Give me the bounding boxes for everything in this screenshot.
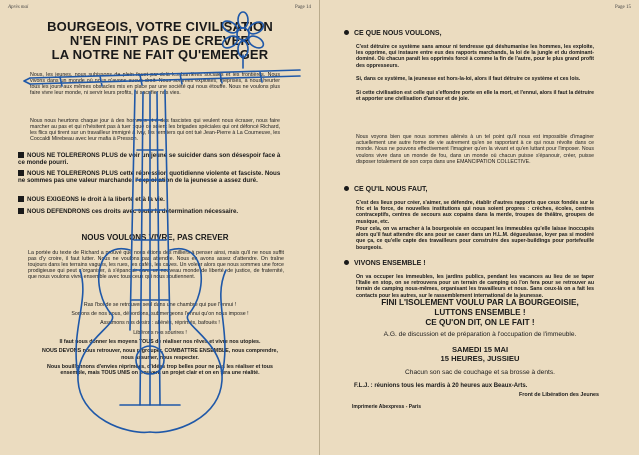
slogan: Nous bouillonnons d'envies réprimées, d'idées trop belles pour ne pas les réaliser et tous ensemble, mais TOUS UNIS on trouvera un projet clair et on en fera une réalité. [47,363,273,377]
slogan: Sortons de nos trous, débordons, submergeons l'ennui qu'on nous impose ! [71,311,249,318]
running-head: Après mai [8,5,29,10]
assembly-line: A.G. de discussion et de préparation à l'occupation de l'immeuble. [383,331,577,338]
section-heading: CE QUE NOUS VOULONS, [344,30,442,37]
section-subheading: NOUS VOULONS VIVRE, PAS CREVER [81,233,229,242]
bullet-icon [344,260,349,265]
slogan: NOUS DEVONS nous retrouver, nous regrouper, COMBATTRE ENSEMBLE, nous comprendre, nous assumer, nous respecter. [42,347,278,361]
page-title [40,20,280,62]
demand-item: NOUS DEFENDRONS ces droits avec toute la détermination nécessaire. [18,208,286,215]
section-heading: VIVONS ENSEMBLE ! [344,260,426,267]
demand-item: NOUS EXIGEONS le droit à la liberté et à la vie. [18,196,286,203]
right-page [320,0,639,455]
square-bullet-icon [18,152,24,158]
section-paragraph: Si, dans ce système, la jeunesse est hors-la-loi, alors il faut détruire ce système et ces lois. [356,76,581,82]
closing-slogan: FINI L'ISOLEMENT VOULU PAR LA BOURGEOISIE, LUTTONS ENSEMBLE ! CE QU'ON DIT, ON LE FAIT ! [381,298,579,327]
slogan-list [40,302,280,380]
slogan: Libérons nos sourires ! [133,329,187,336]
title-line: N'EN FINIT PAS DE CREVER [69,33,251,48]
section-paragraph: On va occuper les immeubles, les jardins publics, pendant les vacances au lieu de se taper l'Italie en stop, on se retrouvera pour un terrain de camping où l'on fera pour se retrouver au terrain de camping nous-mêmes, organisant les travailleurs et nous. Sans ceux-là on a fait les contacts pour les autres, sur le rassemblement international de la jeunesse. [356,274,594,299]
intro-paragraph: Nous, les jeunes, nous subissons de plein fouet par-delà les barrières sociales et les frontières. Nous vivons dans un monde où nous n'avons aucun droit. Nous sommes exploités, méprisés, à nous heurter tous les jours aux mêmes obstacles mis en place par une société qui nous étouffe. Nous ne voulons plus faire vivre leur monde, ni servir leurs profits, ni sacrifier nos vies. [30,72,280,96]
title-line: LA NOTRE NE FAIT QU'EMERGER [51,47,269,62]
section-paragraph: Pour cela, on va arracher à la bourgeoisie en occupant les immeubles qu'elle laisse inoccupés alors qu'il faut attendre dix ans pour se caser dans un H.L.M. dégueulasse, loyer pas si modéré que ça, ce qu'elle capte des travailleurs pour construire des super-buildings pour portefeuille bourgeois. [356,226,594,251]
square-bullet-icon [18,208,24,214]
guitar-rifle-drawing [0,0,319,455]
bullet-icon [344,186,349,191]
demand-item: NOUS NE TOLERERONS PLUS cette répression quotidienne violente et fasciste. Nous ne sommes pas une valeur marchande, l'exploitation de la jeunesse a assez duré. [18,170,281,184]
bring-line: Chacun son sac de couchage et sa brosse à dents. [405,369,555,376]
event-date: SAMEDI 15 MAI 15 HEURES, JUSSIEU [440,345,520,363]
section-heading: CE QU'IL NOUS FAUT, [344,186,428,193]
page-number-left: Page 14 [295,5,311,10]
square-bullet-icon [18,196,24,202]
intro-paragraph: Nous nous heurtons chaque jour à des hommes et à des fascistes qui veulent nous écraser, nous faire marcher au pas et qui n'hésitent pas à tuer : que ce soient les brigades spéciales qui ont défoncé Richard, les flics qui tirent sur un travailleur immigré à Ivry, les fermiers qui ont tué Jean-Pierre à La Courneuve, les Coccaldi Mirebeau avec leur mafia à Presson. [30,118,280,142]
bullet-icon [344,30,349,35]
section-paragraph: Si cette civilisation est celle qui s'effondre porte en elle la mort, et l'ennui, alors il faut la détruire et apporter une civilisation d'amour et de joie. [356,90,594,103]
page-number-right: Page 15 [615,5,631,10]
section-paragraph: C'est des lieux pour créer, s'aimer, se défendre, établir d'autres rapports que ceux fondés sur le fric et la force, de nouvelles institutions qui nous soient propres : crèches, écoles, centres contraceptifs, centres de secours aux copains dans la merde, troupes de théâtre, groupes de musique, etc. [356,200,594,225]
square-bullet-icon [18,170,24,176]
section-paragraph: C'est détruire ce système sans amour ni tendresse qui déshumanise les hommes, les exploite, les opprime, qui instaure entre eux des rapports marchands, la loi de la jungle et du dominant-dominé. Où chacun paraît les opprimés forcé à comme la fin de l'autre, pour le plus grand profit des oppresseurs. [356,44,594,69]
left-page [0,0,319,455]
slogan: Ras l'bol de se retrouver seul dans une chambre qui pue l'ennui ! [83,302,237,308]
section-paragraph: Nous voyons bien que nous sommes aliénés à un tel point qu'il nous est impossible d'imaginer actuellement une autre forme de vie autrement qu'en se rapportant à ce qui nous révolte dans ce monde. Nous ne pouvons effectivement l'imaginer qu'en la vivant et qu'en luttant pour l'imposer. Nous voulons vivre dans un monde de fou, dans un monde où chacun puisse s'épanouir, créer, puisse disposer totalement de son corps dans une EMANCIPATION COLLECTIVE. [356,134,594,165]
signature: Front de Libération des Jeunes [519,392,599,398]
body-paragraph: La portée du texte de Richard a prouvé que nous étions des milliers à penser ainsi, mais qu'il ne nous suffit pas d'y croire, il faut lutter. Nous ne voulons pas attendre. Nous en avons assez d'attendre. On traîne toujours dans les terrains vagues, les rues, les cafés, les caves. Un voleur alors que nous sommes une force prodigieuse qui peut s'organiser, à s'épanouir dans un nouveau monde de liberté, de justice, de fraternité, que nous voulons vivre ensemble avec tous ceux qui nous soutiennent. [28,250,284,280]
imprint: Imprimerie Abexpress - Paris [352,404,422,410]
demand-item: NOUS NE TOLERERONS PLUS de voir un jeune se suicider dans son désespoir face à ce monde pourri. [18,152,281,166]
slogan: Il faut nous donner les moyens TOUS de réaliser nos rêves et vivre nos utopies. [59,338,261,345]
slogan: Assumons nos désirs : aliénés, réprimés, bafoués ! [100,320,220,327]
meeting-line: F.L.J. : réunions tous les mardis à 20 heures aux Beaux-Arts. [354,383,528,389]
title-line: BOURGEOIS, VOTRE CIVILISATION [47,19,273,34]
